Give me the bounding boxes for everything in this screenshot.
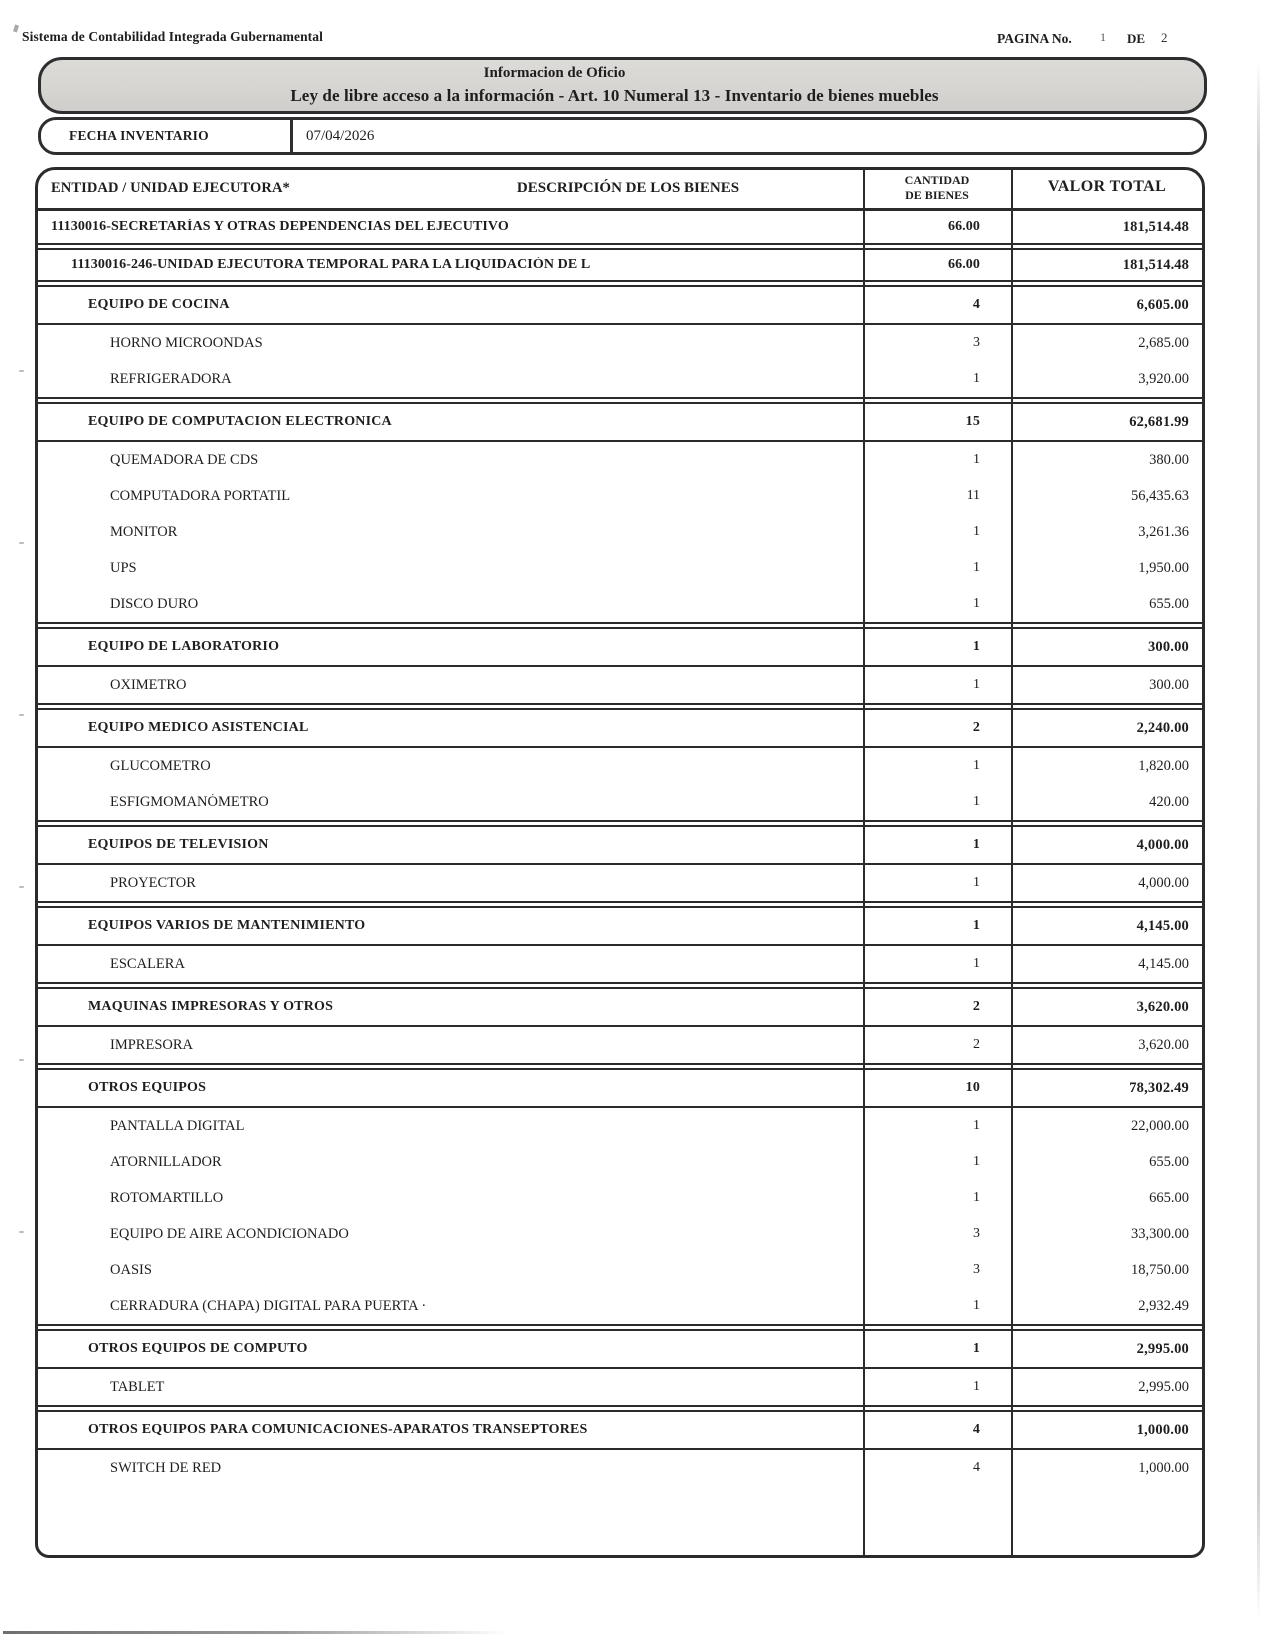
- page-number-label: PAGINA No.: [997, 31, 1072, 46]
- office-info-banner: [38, 57, 1207, 114]
- row-value: 4,145.00: [1136, 917, 1190, 934]
- row-label: 11130016-246-UNIDAD EJECUTORA TEMPORAL PARA LA LIQUIDACIÓN DE L: [71, 257, 591, 272]
- entity-row: [38, 248, 1202, 282]
- page-total-value: 2: [1161, 30, 1168, 45]
- row-qty: 4: [973, 1460, 981, 1475]
- category-row: [38, 1329, 1202, 1369]
- item-group: [38, 1027, 1202, 1065]
- item-row: [38, 784, 1202, 820]
- scan-artifact-tick: [13, 25, 19, 33]
- item-row: [38, 325, 1202, 361]
- row-qty: 15: [965, 414, 981, 429]
- row-qty: 3: [973, 335, 981, 350]
- row-qty: 1: [973, 1118, 981, 1133]
- row-value: 181,514.48: [1122, 256, 1189, 273]
- row-value: 3,261.36: [1138, 523, 1189, 540]
- row-label: EQUIPO DE AIRE ACONDICIONADO: [110, 1225, 349, 1242]
- category-row: [38, 708, 1202, 748]
- page-number-value: 1: [1100, 30, 1106, 44]
- row-label: OASIS: [110, 1261, 152, 1278]
- row-qty: 1: [972, 639, 981, 654]
- category-row: [38, 825, 1202, 865]
- row-label: COMPUTADORA PORTATIL: [110, 487, 291, 504]
- item-row: [38, 748, 1202, 784]
- row-label: HORNO MICROONDAS: [110, 334, 263, 351]
- category-row: [38, 402, 1202, 442]
- item-row: [38, 361, 1202, 397]
- item-row: [38, 1288, 1202, 1324]
- row-label: ATORNILLADOR: [110, 1153, 222, 1170]
- row-label: GLUCOMETRO: [110, 757, 211, 774]
- row-label: PANTALLA DIGITAL: [110, 1117, 245, 1134]
- row-label: ESFIGMOMANÓMETRO: [110, 793, 269, 810]
- row-value: 2,240.00: [1136, 719, 1190, 736]
- row-qty: 1: [973, 524, 981, 539]
- row-value: 1,950.00: [1138, 559, 1189, 576]
- item-group: [38, 1369, 1202, 1407]
- header-description: DESCRIPCIÓN DE LOS BIENES: [516, 180, 740, 196]
- row-label: 11130016-SECRETARÍAS Y OTRAS DEPENDENCIAS DEL EJECUTIVO: [51, 219, 509, 234]
- column-divider-qty: [863, 170, 865, 1555]
- item-row: [38, 514, 1202, 550]
- category-row: [38, 285, 1202, 325]
- item-group: [38, 748, 1202, 822]
- row-label: DISCO DURO: [110, 595, 199, 612]
- row-value: 300.00: [1149, 676, 1189, 693]
- row-qty: 1: [972, 837, 981, 852]
- item-row: [38, 442, 1202, 478]
- row-value: 78,302.49: [1129, 1079, 1190, 1096]
- system-title: Sistema de Contabilidad Integrada Gubernamental: [22, 29, 323, 44]
- row-value: 3,620.00: [1138, 1036, 1189, 1053]
- row-label: CERRADURA (CHAPA) DIGITAL PARA PUERTA ·: [110, 1297, 427, 1314]
- inventory-date-label: FECHA INVENTARIO: [41, 120, 293, 152]
- row-value: 4,000.00: [1136, 836, 1190, 853]
- item-row: [38, 550, 1202, 586]
- item-row: [38, 1450, 1202, 1486]
- scan-artifact-line: [3, 1631, 508, 1634]
- row-label: ROTOMARTILLO: [110, 1189, 224, 1206]
- row-label: TABLET: [110, 1378, 165, 1395]
- scan-speck: [19, 1231, 24, 1233]
- row-qty: 1: [973, 1298, 981, 1313]
- row-qty: 3: [973, 1262, 981, 1277]
- item-row: [38, 1180, 1202, 1216]
- row-qty: 4: [972, 297, 981, 312]
- row-value: 4,145.00: [1138, 955, 1189, 972]
- column-divider-value: [1011, 170, 1013, 1555]
- page-edge-shadow: [1257, 60, 1260, 1620]
- row-label: EQUIPO MEDICO ASISTENCIAL: [88, 720, 309, 735]
- item-row: [38, 1027, 1202, 1063]
- inventory-table: [35, 167, 1205, 1558]
- header-quantity-line2: DE BIENES: [905, 188, 969, 202]
- row-qty: 3: [973, 1226, 981, 1241]
- item-row: [38, 946, 1202, 982]
- row-label: UPS: [110, 559, 137, 576]
- row-qty: 1: [973, 1379, 981, 1394]
- row-label: REFRIGERADORA: [110, 370, 232, 387]
- item-group: [38, 667, 1202, 705]
- category-row: [38, 627, 1202, 667]
- scan-speck: [19, 886, 24, 888]
- row-qty: 1: [972, 1341, 981, 1356]
- row-value: 420.00: [1149, 793, 1189, 810]
- row-label: PROYECTOR: [110, 874, 196, 891]
- row-value: 2,685.00: [1138, 334, 1189, 351]
- row-label: EQUIPOS DE TELEVISION: [88, 837, 269, 852]
- row-label: IMPRESORA: [110, 1036, 193, 1053]
- row-value: 18,750.00: [1131, 1261, 1189, 1278]
- row-label: ESCALERA: [110, 955, 185, 972]
- item-group: [38, 865, 1202, 903]
- banner-subtitle: Ley de libre acceso a la información - Art. 10 Numeral 13 - Inventario de bienes muebles: [290, 86, 939, 105]
- row-value: 181,514.48: [1122, 218, 1189, 235]
- row-value: 665.00: [1149, 1189, 1189, 1206]
- category-row: [38, 906, 1202, 946]
- row-value: 655.00: [1149, 1153, 1189, 1170]
- row-value: 300.00: [1147, 638, 1190, 655]
- row-label: OTROS EQUIPOS: [88, 1080, 207, 1095]
- row-value: 3,620.00: [1136, 998, 1190, 1015]
- row-qty: 66.00: [948, 257, 980, 272]
- row-value: 3,920.00: [1138, 370, 1189, 387]
- banner-title: Informacion de Oficio: [483, 65, 626, 81]
- category-row: [38, 987, 1202, 1027]
- item-row: [38, 1144, 1202, 1180]
- row-label: EQUIPO DE LABORATORIO: [88, 639, 280, 654]
- row-value: 4,000.00: [1138, 874, 1189, 891]
- row-value: 33,300.00: [1131, 1225, 1189, 1242]
- row-label: MONITOR: [110, 523, 178, 540]
- row-qty: 1: [973, 794, 981, 809]
- table-header-row: [38, 170, 1202, 211]
- header-quantity-line1: CANTIDAD: [904, 173, 970, 187]
- row-qty: 1: [973, 596, 981, 611]
- row-label: SWITCH DE RED: [110, 1459, 222, 1476]
- row-qty: 4: [972, 1422, 981, 1437]
- row-qty: 10: [965, 1080, 981, 1095]
- item-row: [38, 1252, 1202, 1288]
- row-qty: 1: [973, 758, 981, 773]
- row-value: 62,681.99: [1129, 413, 1190, 430]
- row-value: 380.00: [1149, 451, 1189, 468]
- row-value: 1,000.00: [1136, 1421, 1190, 1438]
- row-qty: 1: [973, 1154, 981, 1169]
- item-row: [38, 1369, 1202, 1405]
- row-value: 1,820.00: [1138, 757, 1189, 774]
- row-value: 1,000.00: [1138, 1459, 1189, 1476]
- item-group: [38, 946, 1202, 984]
- row-qty: 1: [973, 560, 981, 575]
- item-row: [38, 865, 1202, 901]
- page-of-label: DE: [1127, 31, 1146, 46]
- row-label: OXIMETRO: [110, 676, 187, 693]
- header-quantity: [863, 173, 1011, 203]
- row-qty: 1: [973, 1190, 981, 1205]
- row-value: 56,435.63: [1131, 487, 1189, 504]
- scan-speck: [19, 1059, 24, 1061]
- category-row: [38, 1068, 1202, 1108]
- row-label: MAQUINAS IMPRESORAS Y OTROS: [88, 999, 334, 1014]
- scan-speck: [19, 542, 24, 544]
- inventory-date-box: [38, 117, 1207, 155]
- row-qty: 2: [972, 720, 981, 735]
- item-group: [38, 442, 1202, 624]
- row-qty: 2: [973, 1037, 981, 1052]
- entity-row: [38, 211, 1202, 245]
- row-qty: 1: [973, 875, 981, 890]
- item-group: [38, 1450, 1202, 1486]
- row-label: OTROS EQUIPOS PARA COMUNICACIONES-APARATOS TRANSEPTORES: [88, 1422, 588, 1437]
- item-row: [38, 1216, 1202, 1252]
- table-body: [38, 211, 1202, 1486]
- row-value: 2,995.00: [1136, 1340, 1190, 1357]
- item-group: [38, 325, 1202, 399]
- scan-speck: [19, 714, 24, 716]
- row-qty: 11: [966, 488, 981, 503]
- row-label: EQUIPOS VARIOS DE MANTENIMIENTO: [88, 918, 366, 933]
- row-qty: 66.00: [947, 219, 980, 234]
- row-value: 655.00: [1149, 595, 1189, 612]
- item-row: [38, 478, 1202, 514]
- row-qty: 1: [973, 956, 981, 971]
- row-label: OTROS EQUIPOS DE COMPUTO: [88, 1341, 308, 1356]
- item-row: [38, 1108, 1202, 1144]
- row-qty: 1: [972, 918, 981, 933]
- row-qty: 1: [973, 452, 981, 467]
- row-value: 2,995.00: [1138, 1378, 1189, 1395]
- row-qty: 1: [973, 677, 981, 692]
- item-row: [38, 586, 1202, 622]
- inventory-date-value: 07/04/2026: [306, 127, 375, 144]
- row-label: EQUIPO DE COMPUTACION ELECTRONICA: [88, 414, 392, 429]
- row-label: EQUIPO DE COCINA: [88, 297, 230, 312]
- row-value: 2,932.49: [1138, 1297, 1189, 1314]
- item-row: [38, 667, 1202, 703]
- item-group: [38, 1108, 1202, 1326]
- header-value: VALOR TOTAL: [1047, 178, 1167, 195]
- row-label: QUEMADORA DE CDS: [110, 451, 259, 468]
- row-qty: 2: [972, 999, 981, 1014]
- row-qty: 1: [973, 371, 981, 386]
- header-entity: ENTIDAD / UNIDAD EJECUTORA*: [51, 180, 290, 196]
- scan-speck: [19, 370, 24, 372]
- category-row: [38, 1410, 1202, 1450]
- row-value: 22,000.00: [1131, 1117, 1189, 1134]
- row-value: 6,605.00: [1136, 296, 1190, 313]
